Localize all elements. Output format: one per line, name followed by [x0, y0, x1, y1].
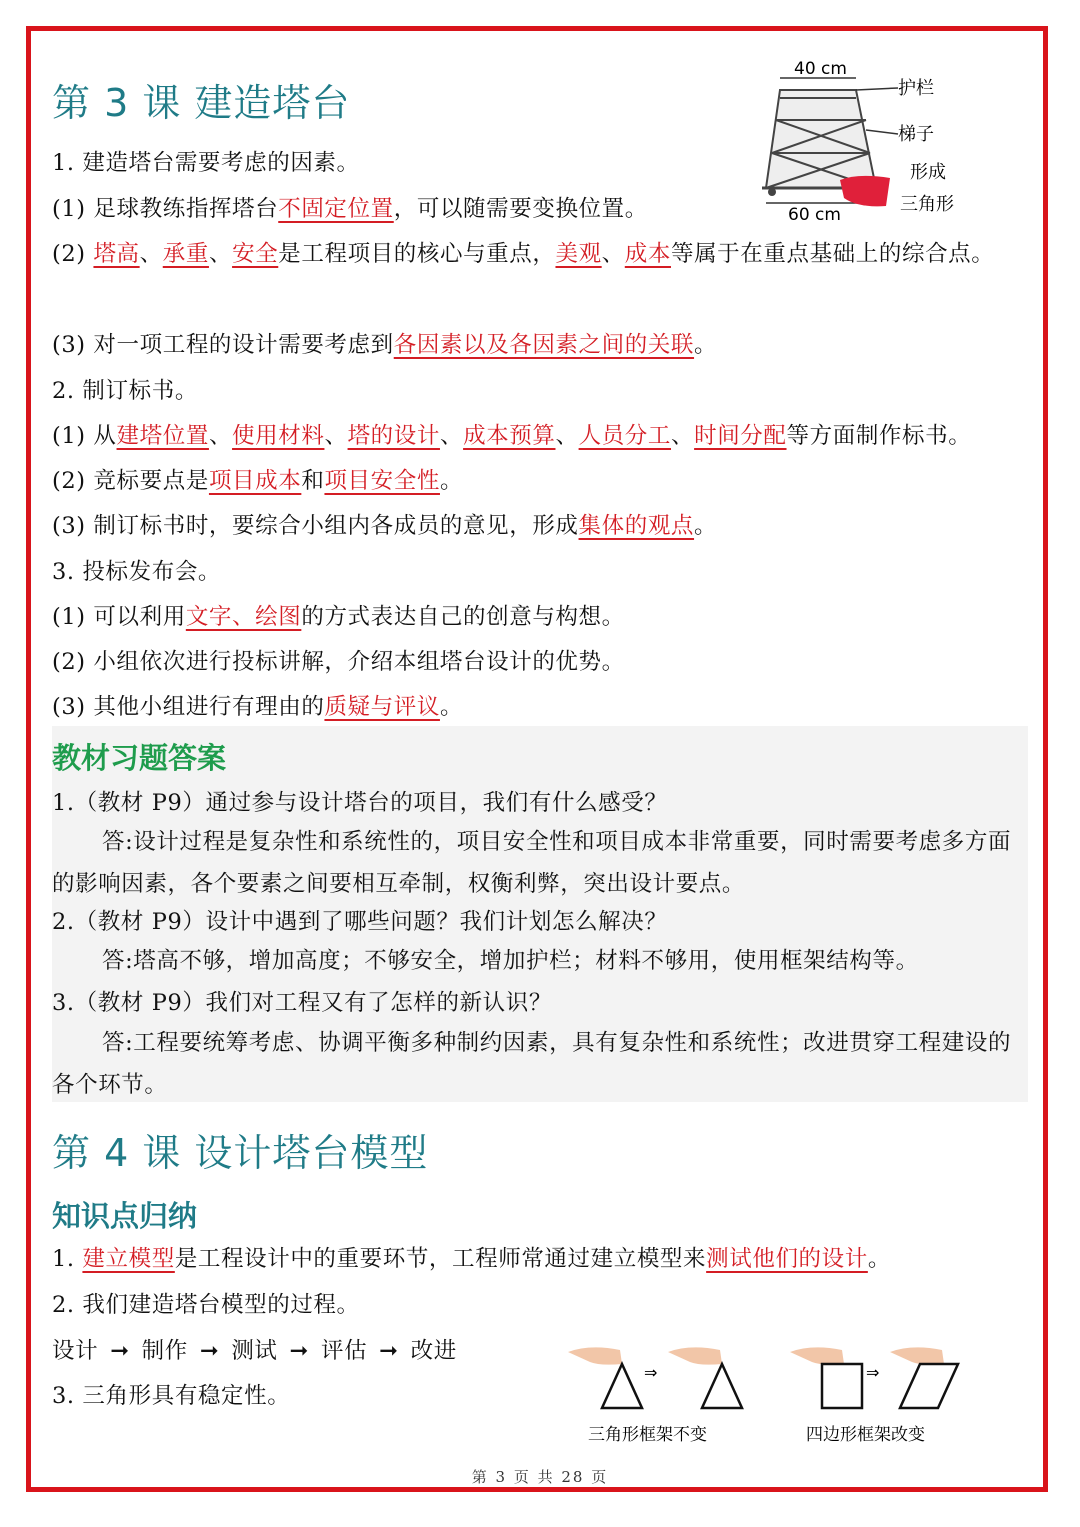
- quad-caption: 四边形框架改变: [806, 1425, 925, 1445]
- railing-label: 护栏: [898, 78, 934, 99]
- process-flow: [52, 1336, 457, 1366]
- knowledge-summary-title: 知识点归纳: [52, 1199, 198, 1233]
- svg-text:⇒: ⇒: [866, 1363, 880, 1382]
- hand-icon: [668, 1347, 722, 1364]
- section-1-heading: 1. 建造塔台需要考虑的因素。: [52, 150, 360, 176]
- answer-3: 答:工程要统筹考虑、协调平衡多种制约因素，具有复杂性和系统性；改进贯穿工程建设的各个环节。: [52, 1030, 1012, 1098]
- exercise-title: 教材习题答案: [52, 741, 227, 775]
- flow-step-improve: 改进: [410, 1338, 457, 1364]
- hand-icon: [890, 1347, 944, 1364]
- hand-icon: [568, 1347, 622, 1364]
- flow-step-design: 设计: [52, 1338, 99, 1364]
- arrow-icon: ➞: [289, 1338, 309, 1364]
- arrow-icon: ➞: [199, 1338, 220, 1364]
- section-2-heading: 2. 制订标书。: [52, 378, 198, 404]
- lesson3-title: 第 3 课 建造塔台: [52, 81, 351, 125]
- page-footer: 第 3 页 共 28 页: [471, 1468, 609, 1486]
- point-2-1: (1) 从建塔位置、使用材料、塔的设计、成本预算、人员分工、时间分配等方面制作标书。: [52, 423, 972, 449]
- svg-text:⇒: ⇒: [644, 1363, 658, 1382]
- question-2: 2.（教材 P9）设计中遇到了哪些问题？我们计划怎么解决？: [52, 909, 668, 935]
- point-1-3: (3) 对一项工程的设计需要考虑到各因素以及各因素之间的关联。: [52, 332, 718, 358]
- point-3-2: (2) 小组依次进行投标讲解，介绍本组塔台设计的优势。: [52, 649, 625, 675]
- flow-step-test: 测试: [231, 1338, 278, 1364]
- hand-icon: [790, 1347, 844, 1364]
- question-1: 1.（教材 P9）通过参与设计塔台的项目，我们有什么感受？: [52, 790, 668, 816]
- parallelogram-shape: [900, 1364, 958, 1408]
- tower-figure: [758, 58, 970, 230]
- point-2-2: (2) 竞标要点是项目成本和项目安全性。: [52, 468, 464, 494]
- triangle-label-1: 形成: [910, 162, 946, 183]
- square-shape: [822, 1364, 862, 1408]
- point-1-2: (2) 塔高、承重、安全是工程项目的核心与重点，美观、成本等属于在重点基础上的综合点。: [52, 241, 995, 267]
- bottom-width-label: 60 cm: [788, 205, 841, 225]
- answer-2: 答:塔高不够，增加高度；不够安全，增加护栏；材料不够用，使用框架结构等。: [102, 948, 919, 974]
- point-3-3: (3) 其他小组进行有理由的质疑与评议。: [52, 694, 464, 720]
- triangle-shape: [602, 1364, 642, 1408]
- answer-1: 答:设计过程是复杂性和系统性的，项目安全性和项目成本非常重要，同时需要考虑多方面的影响因素，各个要素之间要相互牵制，权衡利弊，突出设计要点。: [52, 829, 1012, 897]
- stability-figure: [560, 1340, 980, 1450]
- point-2-3: (3) 制订标书时，要综合小组内各成员的意见，形成集体的观点。: [52, 513, 718, 539]
- top-width-label: 40 cm: [794, 59, 847, 79]
- flow-step-make: 制作: [141, 1338, 188, 1364]
- triangle-label-2: 三角形: [900, 194, 954, 215]
- point-1-1: (1) 足球教练指挥塔台不固定位置，可以随需要变换位置。: [52, 196, 648, 222]
- point-4-3: 3. 三角形具有稳定性。: [52, 1383, 291, 1409]
- arrow-icon: ➞: [110, 1338, 130, 1364]
- lesson4-title: 第 4 课 设计塔台模型: [52, 1131, 429, 1175]
- arrow-icon: ➞: [379, 1338, 399, 1364]
- flow-step-evaluate: 评估: [320, 1338, 368, 1364]
- point-4-1: 1. 建立模型是工程设计中的重要环节，工程师常通过建立模型来测试他们的设计。: [52, 1246, 891, 1272]
- triangle-shape: [702, 1364, 742, 1408]
- ladder-label: 梯子: [898, 124, 934, 145]
- triangle-caption: 三角形框架不变: [588, 1425, 707, 1445]
- question-3: 3.（教材 P9）我们对工程又有了怎样的新认识？: [52, 990, 552, 1016]
- point-4-2: 2. 我们建造塔台模型的过程。: [52, 1292, 360, 1318]
- point-3-1: (1) 可以利用文字、绘图的方式表达自己的创意与构想。: [52, 604, 625, 630]
- section-3-heading: 3. 投标发布会。: [52, 559, 222, 585]
